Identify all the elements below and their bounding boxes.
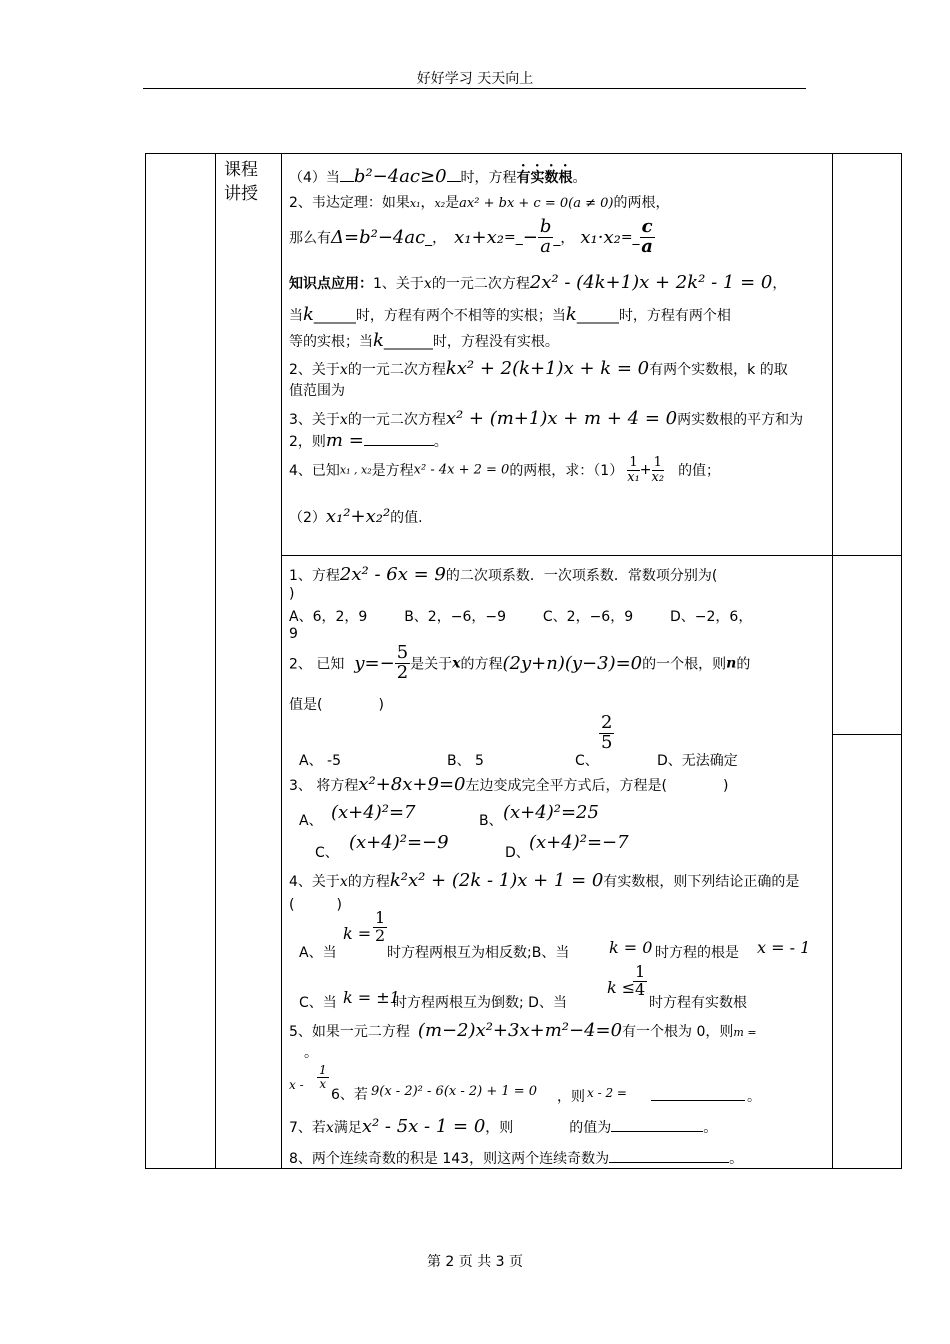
- line-4-condition: （4）当 b²−4ac≥0 时，方程有实数根。: [289, 166, 587, 187]
- vieta-line: 2、韦达定理：如果x₁，x₂是ax² + bx + c = 0(a ≠ 0)的两根，: [289, 195, 670, 211]
- exercise-3: 3、 将方程x²+8x+9=0左边变成完全平方式后，方程是( ): [289, 774, 729, 795]
- exercise-5: 5、如果一元二方程 (m−2)x²+3x+m²−4=0有一个根为 0，则m =: [289, 1020, 757, 1041]
- emphasis-text: 有实数根: [516, 170, 573, 186]
- exercise-2-options: A、 -5 B、 5 C、 $\frac{2}{5}$ D、无法确定: [299, 712, 738, 769]
- header-title: 好好学习 天天向上: [416, 71, 534, 87]
- exercise-4-options-cd: C、当 k = ±1 时方程两根互为倒数; D、当 k ≤ $\frac{1}{4}$ 时方程有实数根: [299, 962, 747, 1011]
- knowledge-application-q1: 知识点应用：1、关于x的一元二次方程2x² - (4k+1)x + 2k² - 1 = 0，: [289, 272, 787, 293]
- lesson-table: 课程讲授 （4）当 b²−4ac≥0 时，方程有实数根。 2、韦达定理：如果x₁，x₂是ax² + bx + c = 0(a ≠ 0)的两根， 那么有Δ=b²−4ac_， x₁+x₂=_− $\frac{b}{a}$ _， x₁·x₂=_ $\frac{c}{a}$ 知识点应用：1、关于x的一元二次方程2x² - (4k+1)x + 2k² - 1 = 0， 当k______时，方程有两个不相等的实根；当k______时，方程有两个相 等的实根；当k_______时，方程没有实根。 2、关于x的一元二次方程kx² + 2(k+1)x + k = 0有两个实数根，k 的取 值范围为 3、关于x的一元二次方程x² + (m+1)x + m + 4 = 0两实数根的平方和为 2，则m = 。 4、已知x₁ , x₂是方程x² - 4x + 2 = 0的两根，求：（1） $\frac{1}{\text{x₁}}$ + $\frac{1}{\text{x₂}}$ 的值； （2）x₁²+x₂²的值. 1、方程2x² - 6x = 9的二次项系数．一次项系数．常数项分别为( ) A、6，2，9 B、2，−6，−9 C、2，−6，9 D、−2，6， 9 2、 已知 y=− $\frac{5}{2}$ 是关于x的方程(2y+n)(y−3)=0的一个根，则n的 值是( ) A、 -5 B、 5 C、 $\frac{2}{5}$ D、无法确定 3、 将方程x²+8x+9=0左边变成完全平方式后，方程是( ) A、 (x+4)²=7 B、 (x+4)²=25 C、 (x+4)²=−9 D、 (x+4)²=−7 4、关于x的方程k²x² + (2k - 1)x + 1 = 0有实数根，则下列结论正确的是 ( ) A、当 k = $\frac{1}{2}$ 时方程两根互为相反数;B、当 k = 0 时方程的根是 x = - 1 C、当 k = ±1 时方程两根互为倒数; D、当 k ≤ $\frac{1}{4}$ 时方程有实数根 5、如果一元二方程 (m−2)x²+3x+m²−4=0有一个根为 0，则m = 。 x - $\frac{1}{x}$ 6、若 9(x - 2)² - 6(x - 2) + 1 = 0 ，则 x - 2 = 。 7、若x满足x² - 5x - 1 = 0，则 的值为 。 8、两个连续奇数的积是 143，则这两个连续奇数为 。: [145, 153, 902, 1169]
- exercise-2: 2、 已知 y=− $\frac{5}{2}$ 是关于x的方程(2y+n)(y−3)=0的一个根，则n的: [289, 642, 751, 683]
- knowledge-application-q3: 3、关于x的一元二次方程x² + (m+1)x + m + 4 = 0两实数根的平方和为: [289, 408, 804, 429]
- header-rule: [143, 88, 806, 89]
- table-row-divider-2: [832, 734, 901, 735]
- category-label: 课程讲授: [224, 160, 258, 204]
- exercise-4: 4、关于x的方程k²x² + (2k - 1)x + 1 = 0有实数根，则下列结论正确的是: [289, 870, 800, 891]
- knowledge-application-q4: 4、已知x₁ , x₂是方程x² - 4x + 2 = 0的两根，求：（1） $\frac{1}{\text{x₁}}$ + $\frac{1}{\text{x₂}}$ 的值；: [289, 455, 721, 485]
- knowledge-application-q2: 2、关于x的一元二次方程kx² + 2(k+1)x + k = 0有两个实数根，k 的取: [289, 358, 788, 379]
- exercise-4-options-ab: A、当 k = $\frac{1}{2}$ 时方程两根互为相反数;B、当 k = 0 时方程的根是 x = - 1: [299, 908, 811, 961]
- table-col-divider-1: [215, 154, 216, 1168]
- exercise-8: 8、两个连续奇数的积是 143，则这两个连续奇数为 。: [289, 1148, 743, 1168]
- exercise-7: 7、若x满足x² - 5x - 1 = 0，则 的值为 。: [289, 1116, 718, 1137]
- exercise-1: 1、方程2x² - 6x = 9的二次项系数．一次项系数．常数项分别为(: [289, 564, 718, 585]
- vieta-formula-line: 那么有Δ=b²−4ac_， x₁+x₂=_− $\frac{b}{a}$ _， x₁·x₂=_ $\frac{c}{a}$: [289, 216, 653, 257]
- exercise-1-options: A、6，2，9 B、2，−6，−9 C、2，−6，9 D、−2，6，: [289, 609, 753, 625]
- table-row-divider-1: [281, 555, 901, 556]
- exercise-3-options: A、 (x+4)²=7 B、 (x+4)²=25 C、 (x+4)²=−9 D、 (x+4)²=−7: [299, 802, 629, 861]
- exercise-6: x - $\frac{1}{x}$ 6、若 9(x - 2)² - 6(x - 2) + 1 = 0 ，则 x - 2 = 。: [289, 1063, 761, 1105]
- table-col-divider-2: [281, 154, 282, 1168]
- table-col-divider-3: [832, 154, 833, 1168]
- page-number: 第 2 页 共 3 页: [426, 1254, 524, 1270]
